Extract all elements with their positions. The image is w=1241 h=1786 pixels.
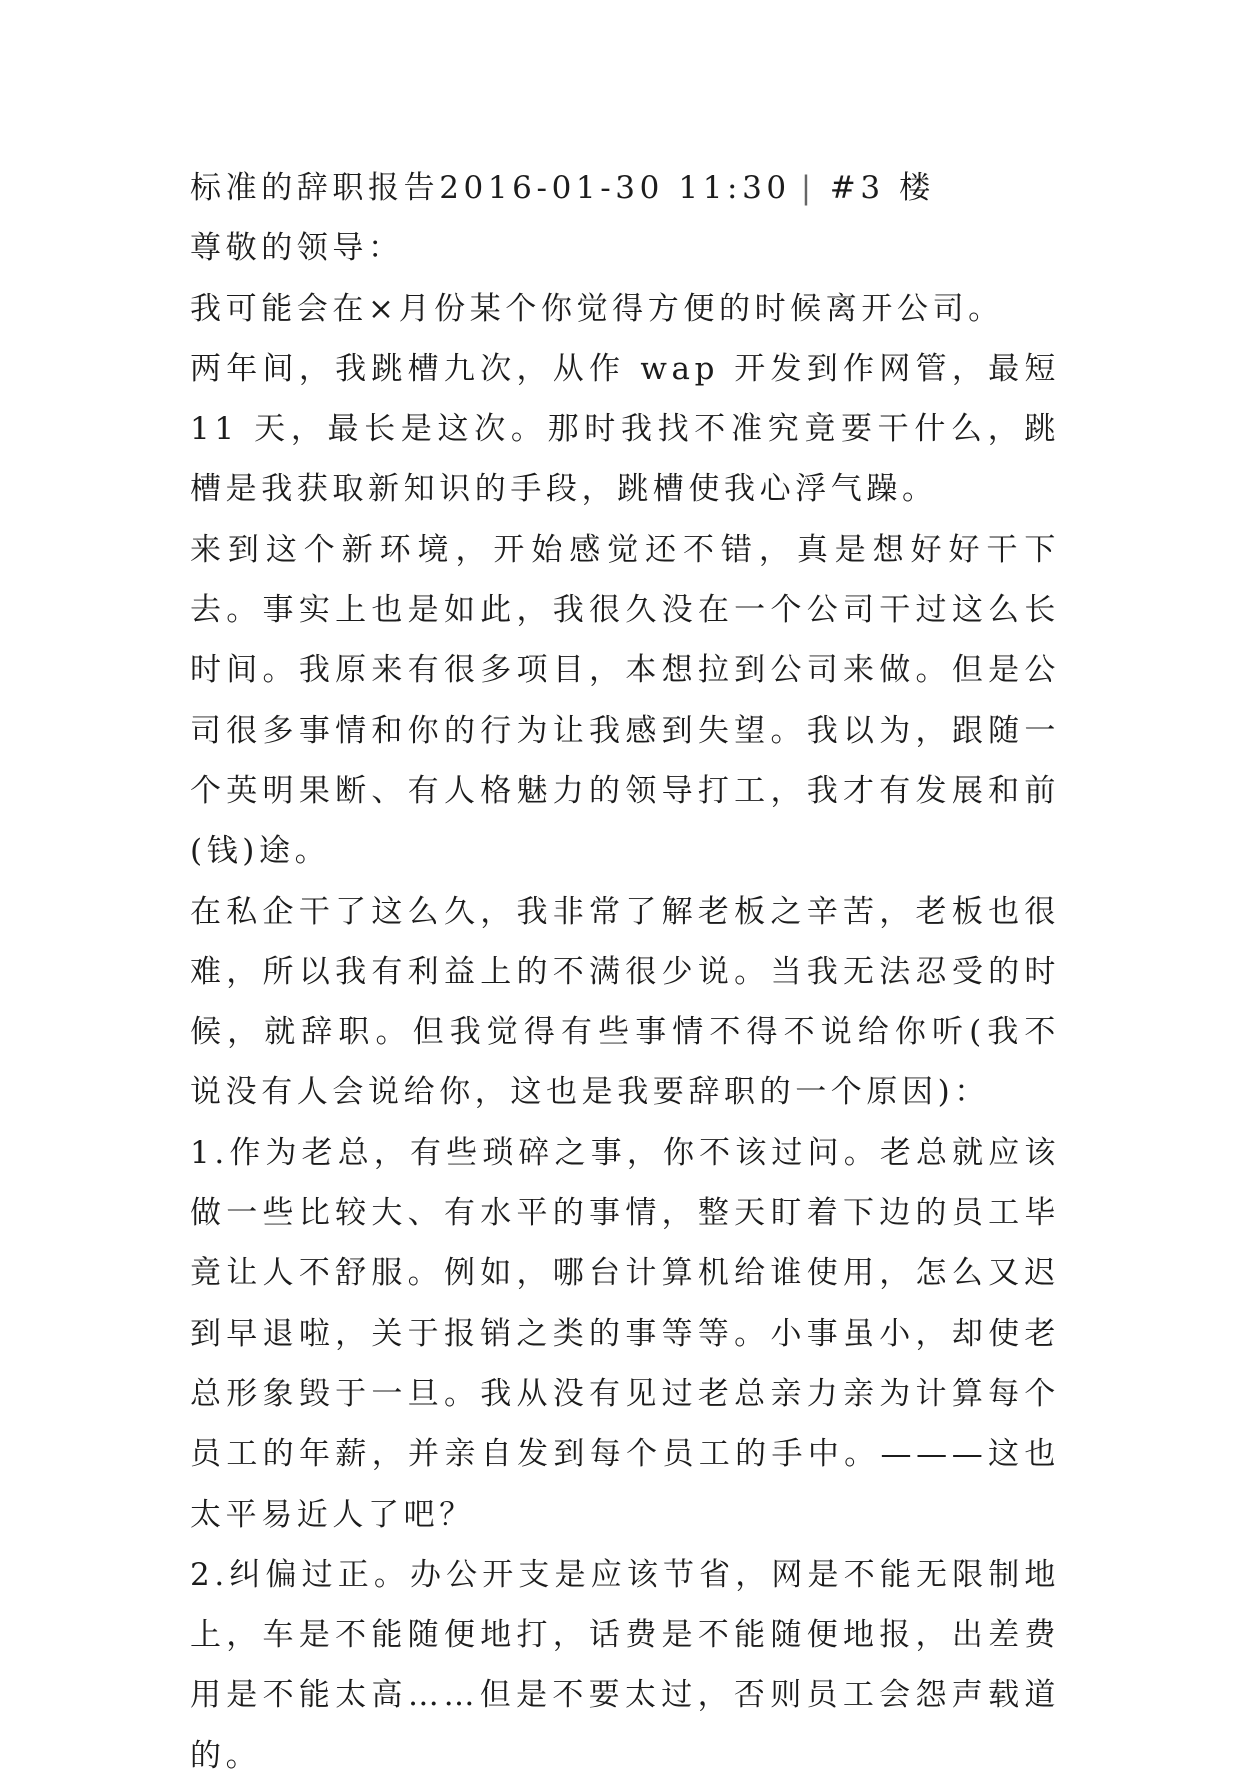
paragraph-4: 在私企干了这么久，我非常了解老板之辛苦，老板也很难，所以我有利益上的不满很少说。当我无法忍受的时候，就辞职。但我觉得有些事情不得不说给你听(我不说没有人会说给你，这也是我要辞职的一个原因)： bbox=[190, 893, 1060, 1111]
post-floor: #3 楼 bbox=[829, 170, 935, 206]
greeting: 尊敬的领导： bbox=[190, 230, 404, 267]
paragraph-6: 2.纠偏过正。办公开支是应该节省，网是不能无限制地上，车是不能随便地打，话费是不能随便地报，出差费用是不能太高……但是不要太过，否则员工会怨声载道的。 bbox=[190, 1556, 1060, 1774]
paragraph-3: 来到这个新环境，开始感觉还不错，真是想好好干下去。事实上也是如此，我很久没在一个公司干过这么长时间。我原来有很多项目，本想拉到公司来做。但是公司很多事情和你的行为让我感到失望。我以为，跟随一个英明果断、有人格魅力的领导打工，我才有发展和前(钱)途。 bbox=[190, 531, 1060, 870]
post-title: 标准的辞职报告 bbox=[190, 170, 440, 206]
paragraph-2: 两年间，我跳槽九次，从作 wap 开发到作网管，最短 11 天，最长是这次。那时我找不准究竟要干什么，跳槽是我获取新知识的手段，跳槽使我心浮气躁。 bbox=[190, 350, 1060, 508]
document-body bbox=[190, 158, 1060, 1786]
paragraph-5: 1.作为老总，有些琐碎之事，你不该过问。老总就应该做一些比较大、有水平的事情，整天盯着下边的员工毕竟让人不舒服。例如，哪台计算机给谁使用，怎么又迟到早退啦，关于报销之类的事等等。小事虽小，却使老总形象毁于一旦。我从没有见过老总亲力亲为计算每个员工的年薪，并亲自发到每个员工的手中。———这也太平易近人了吧？ bbox=[190, 1134, 1060, 1533]
header-separator: | bbox=[800, 170, 816, 206]
post-header bbox=[190, 158, 1060, 218]
paragraph-1: 我可能会在×月份某个你觉得方便的时候离开公司。 bbox=[190, 290, 1004, 327]
post-datetime: 2016-01-30 11:30 bbox=[439, 170, 791, 206]
